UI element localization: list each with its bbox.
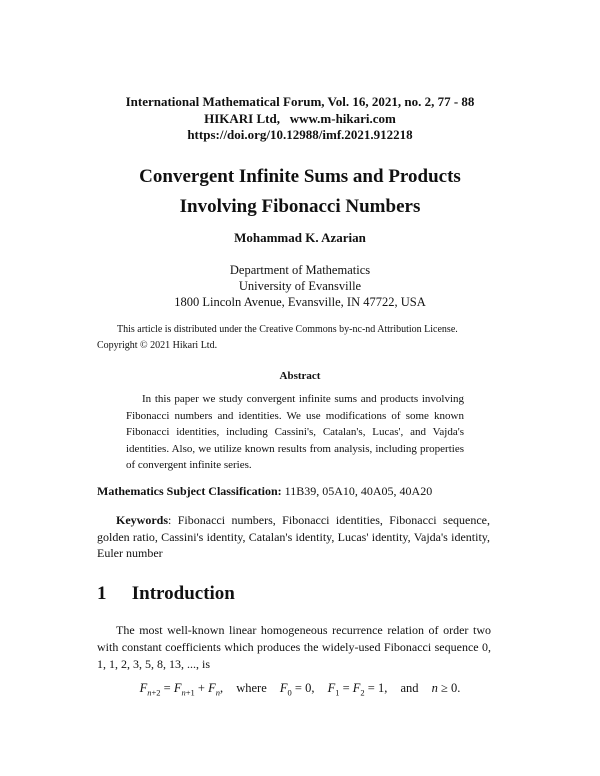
equation-where-word: where xyxy=(236,681,267,695)
affiliation-department: Department of Mathematics xyxy=(229,263,371,277)
keywords-list: : Fibonacci numbers, Fibonacci identities, Fibonacci sequence, golden ratio, Cassini's identity, Catalan's identity, Lucas' identity, Vajda's identity, Euler number xyxy=(97,513,490,560)
fibonacci-recurrence-equation: $F_{n+2} = F_{n+1} + F_n$, where $F_0 = 0$, $F_1 = F_2 = 1$, and n ≥ 0. xyxy=(139,681,461,698)
abstract-text: In this paper we study convergent infinite sums and products involving Fibonacci numbers and identities. We use modifications of some known Fibonacci identities, including Cassini's, Catalan's, Lucas', and Vajda's identities. Also, we utilize known results from analysis, including properties of convergent infinite series. xyxy=(126,393,464,471)
title-line-2: Involving Fibonacci Numbers xyxy=(179,196,421,217)
abstract-heading: Abstract xyxy=(279,370,321,382)
license-line: This article is distributed under the Creative Commons by-nc-nd Attribution License. xyxy=(117,324,458,335)
msc-label: Mathematics Subject Classification: xyxy=(97,484,282,498)
equation-n-condition: ≥ 0. xyxy=(441,681,461,695)
intro-paragraph: The most well-known linear homogeneous recurrence relation of order two with constant coefficients which produces the widely-used Fibonacci sequence 0, 1, 1, 2, 3, 5, 8, 13, ..., is xyxy=(97,623,491,671)
publisher-line: HIKARI Ltd, www.m-hikari.com xyxy=(204,110,396,126)
keywords-paragraph xyxy=(97,512,490,562)
journal-header xyxy=(0,94,600,144)
equation-and-word: and xyxy=(400,681,419,695)
author-name: Mohammad K. Azarian xyxy=(234,230,366,245)
section-number: 1 xyxy=(97,583,107,604)
equation-f1-value: 1 xyxy=(377,681,385,695)
paper-title xyxy=(0,162,600,222)
license-notice xyxy=(97,322,505,354)
affiliation-address: 1800 Lincoln Avenue, Evansville, IN 47722, USA xyxy=(174,295,426,309)
affiliation-university: University of Evansville xyxy=(238,279,362,293)
keywords-label: Keywords xyxy=(116,513,168,527)
section-title: Introduction xyxy=(131,583,235,604)
subject-classification xyxy=(97,484,505,499)
journal-citation: International Mathematical Forum, Vol. 16, 2021, no. 2, 77 - 88 xyxy=(125,94,475,109)
copyright-line: Copyright © 2021 Hikari Ltd. xyxy=(97,340,218,351)
doi-link[interactable]: https://doi.org/10.12988/imf.2021.912218 xyxy=(187,127,413,142)
section-heading xyxy=(97,583,235,605)
title-line-1: Convergent Infinite Sums and Products xyxy=(139,166,461,187)
author-affiliation xyxy=(0,262,600,310)
msc-codes: 11B39, 05A10, 40A05, 40A20 xyxy=(284,484,433,498)
equation-f0-value: 0 xyxy=(305,681,312,695)
